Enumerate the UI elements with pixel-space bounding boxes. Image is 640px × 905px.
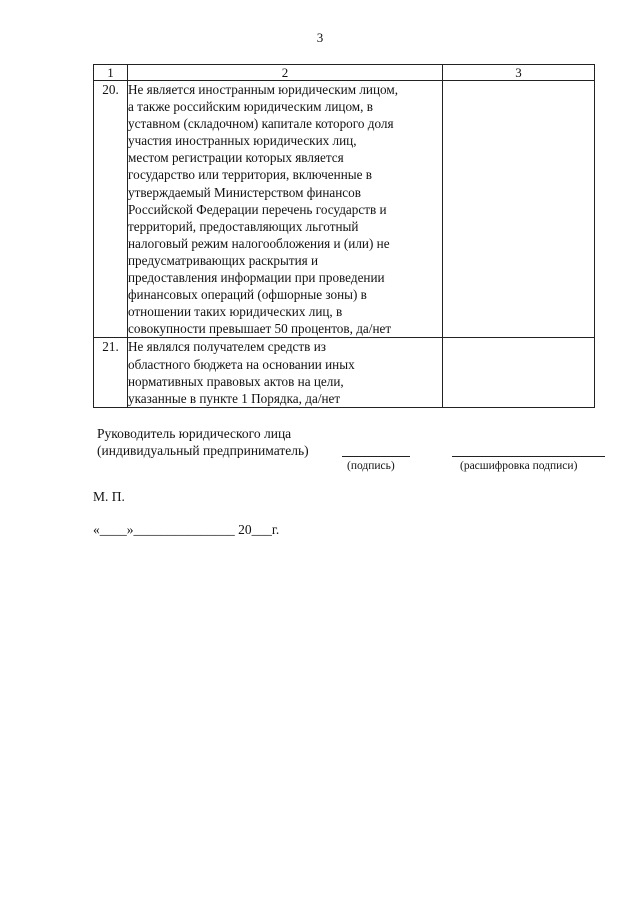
stamp-place-label: М. П.: [93, 489, 125, 504]
table-row-21: [94, 338, 595, 407]
text-line: территорий, предоставляющих льготный: [128, 218, 359, 234]
date-field[interactable]: «____»_______________ 20___г.: [93, 522, 280, 537]
page-number: 3: [316, 30, 324, 45]
text-line: а также российским юридическим лицом, в: [128, 99, 373, 115]
text-line: налоговый режим налогообложения и (или) не: [128, 235, 390, 251]
text-line: областного бюджета на основании иных: [128, 356, 355, 372]
text-line: утверждаемый Министерством финансов: [128, 184, 361, 200]
text-line: государство или территория, включенные в: [128, 167, 372, 183]
row-criterion-text: [128, 81, 443, 338]
text-line: Не является иностранным юридическим лицом,: [128, 82, 399, 97]
text-line: участия иностранных юридических лиц,: [128, 133, 357, 149]
text-line: указанные в пункте 1 Порядка, да/нет: [128, 390, 341, 406]
criteria-table: [93, 64, 595, 408]
signature-caption: (подпись): [347, 460, 395, 472]
text-line: отношении таких юридических лиц, в: [128, 304, 343, 320]
text-line: Не являлся получателем средств из: [128, 339, 326, 355]
row-answer-cell[interactable]: [443, 81, 595, 338]
row-criterion-text: [128, 338, 443, 407]
signature-field[interactable]: [342, 456, 410, 457]
table-row-20: [94, 81, 595, 338]
text-line: нормативных правовых актов на цели,: [128, 373, 344, 389]
row-number: 21.: [94, 338, 128, 407]
signatory-label: [97, 425, 309, 459]
table-header-row: [94, 65, 595, 81]
header-col-2: 2: [128, 65, 443, 81]
text-line: финансовых операций (офшорные зоны) в: [128, 287, 367, 303]
row-number: 20.: [94, 81, 128, 338]
text-line: предусматривающих раскрытия и: [128, 252, 319, 268]
text-line: предоставления информации при проведении: [128, 270, 385, 286]
signatory-line-2: (индивидуальный предприниматель): [97, 443, 309, 458]
text-line: местом регистрации которых является: [128, 150, 344, 166]
text-line: совокупности превышает 50 процентов, да/нет: [128, 321, 392, 337]
row-answer-cell[interactable]: [443, 338, 595, 407]
signature-decoding-caption: (расшифровка подписи): [460, 460, 578, 472]
signatory-line-1: Руководитель юридического лица: [97, 426, 292, 441]
text-line: Российской Федерации перечень государств и: [128, 201, 387, 217]
text-line: уставном (складочном) капитале которого доля: [128, 116, 394, 132]
signature-decoding-field[interactable]: [452, 456, 605, 457]
header-col-1: 1: [94, 65, 128, 81]
header-col-3: 3: [443, 65, 595, 81]
